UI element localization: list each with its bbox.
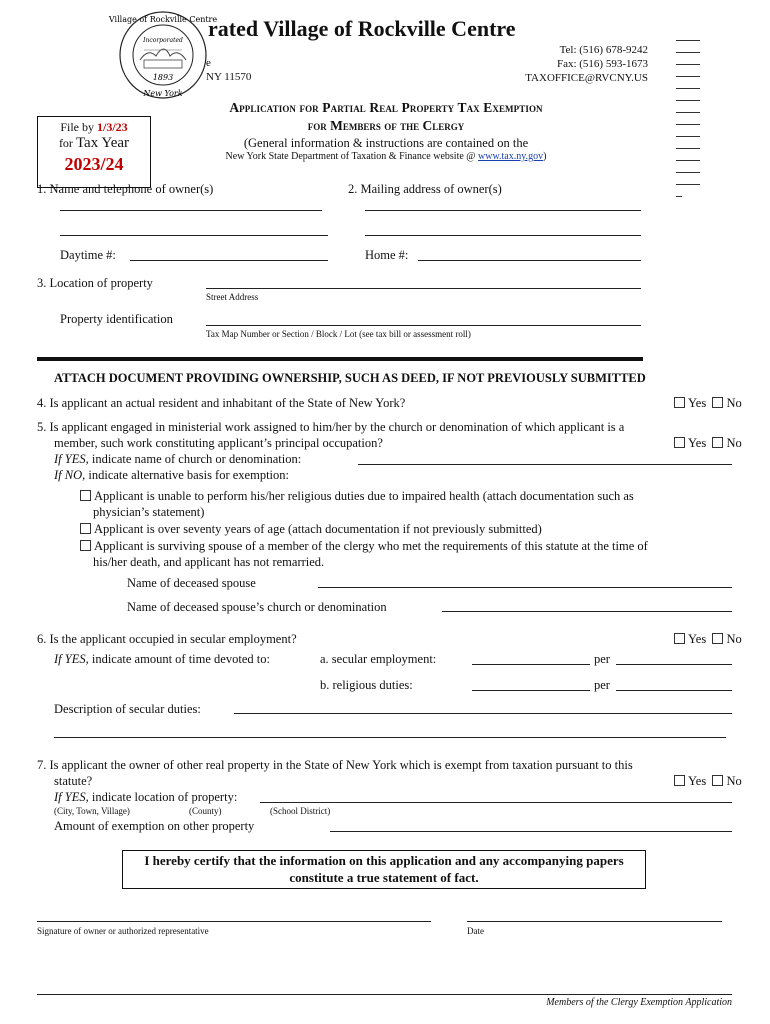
per-label-b: per [594,678,610,692]
deceased-church-label: Name of deceased spouse’s church or denomination [127,600,387,614]
school-caption: (School District) [270,806,331,816]
dept-text: New York State Department of Taxation & Finance website @ [225,151,478,162]
amount-field[interactable] [330,831,732,832]
file-by-box [37,116,151,188]
q1-label: 1. Name and telephone of owner(s) [37,182,214,196]
for-label: for [58,136,76,150]
header-address-2: NY 11570 [206,71,252,83]
mailing-address-line-2[interactable] [365,235,641,236]
q7-yes-checkbox[interactable] [674,775,685,786]
q6-yes-checkbox[interactable] [674,633,685,644]
application-title-line-1: Application for Partial Real Property Tax Exemption [229,100,543,115]
no-label: No [726,436,742,450]
religious-per-field[interactable] [616,690,732,691]
secular-time-field[interactable] [472,664,590,665]
footer-text: Members of the Clergy Exemption Application [546,997,732,1008]
street-address-caption: Street Address [206,292,259,302]
option-surviving-spouse [80,539,648,554]
property-id-label: Property identification [60,312,173,326]
impaired-health-checkbox[interactable] [80,490,91,501]
q5-yes-checkbox[interactable] [674,437,685,448]
tax-year-value: 2023/24 [64,154,124,174]
attach-notice: ATTACH DOCUMENT PROVIDING OWNERSHIP, SUCH AS DEED, IF NOT PREVIOUSLY SUBMITTED [54,371,646,385]
if-yes-text: indicate location of property: [88,790,238,804]
q7-line-2: statute? [54,774,93,788]
q6-label: 6. Is the applicant occupied in secular employment? [37,632,297,646]
seal-year: 1893 [152,73,174,82]
yes-label: Yes [688,396,707,410]
no-label: No [726,632,742,646]
seal-bottom-text: New York [143,89,183,98]
option-1-text: Applicant is unable to perform his/her religious duties due to impaired health (attach documentation such as [94,489,634,503]
q5-line-2: member, such work constituting applicant’s principal occupation? [54,436,383,450]
street-address-field[interactable] [206,288,641,289]
no-label: No [726,774,742,788]
amount-label: Amount of exemption on other property [54,819,255,833]
header-title: rated Village of Rockville Centre [208,16,516,41]
footer-rule [37,994,732,995]
header-address-1: e [206,57,211,69]
q7-options [674,774,742,789]
q5-if-no [54,468,289,483]
deceased-name-field[interactable] [318,587,732,588]
if-yes-label: If YES, [54,652,89,666]
q5-no-checkbox[interactable] [712,437,723,448]
file-by-label: File by [60,120,97,134]
option-1-continued: physician’s statement) [93,505,205,519]
yes-label: Yes [688,632,707,646]
q5-if-yes [54,452,301,467]
yes-label: Yes [688,774,707,788]
header-tel: Tel: (516) 678-9242 [559,44,648,56]
q2-label: 2. Mailing address of owner(s) [348,182,502,196]
section-divider [37,357,643,361]
religious-time-field[interactable] [472,690,590,691]
if-yes-text: indicate amount of time devoted to: [88,652,270,666]
option-3-text: Applicant is surviving spouse of a member of the clergy who met the requirements of this statute at the time of [94,539,648,553]
per-label-a: per [594,652,610,666]
q3-label: 3. Location of property [37,276,153,290]
q7-no-checkbox[interactable] [712,775,723,786]
village-seal [108,10,218,100]
home-label: Home #: [365,248,409,262]
option-2-text: Applicant is over seventy years of age (attach documentation if not previously submitted) [94,522,542,536]
yes-label: Yes [688,436,707,450]
q6-no-checkbox[interactable] [712,633,723,644]
dept-close: ) [543,151,547,162]
if-yes-text: indicate name of church or denomination: [88,452,302,466]
certification-box [122,850,646,889]
q6-options [674,632,742,647]
tax-website-link[interactable]: www.tax.ny.gov [478,151,544,162]
option-over-seventy [80,522,542,537]
deceased-church-field[interactable] [442,611,732,612]
certify-line-2: constitute a true statement of fact. [289,870,479,885]
header-fax: Fax: (516) 593-1673 [556,58,648,70]
certify-line-1: I hereby certify that the information on this application and any accompanying papers [144,853,624,868]
secular-per-field[interactable] [616,664,732,665]
daytime-phone-field[interactable] [130,260,328,261]
q7-if-yes [54,790,237,805]
surviving-spouse-checkbox[interactable] [80,540,91,551]
q4-yes-checkbox[interactable] [674,397,685,408]
if-yes-label: If YES, [54,790,89,804]
tax-map-field[interactable] [206,325,641,326]
dept-note [186,151,586,162]
daytime-label: Daytime #: [60,248,116,262]
secular-employment-label: a. secular employment: [320,652,437,666]
mailing-address-line-1[interactable] [365,210,641,211]
seal-middle-text: Incorporated [143,37,183,44]
application-title-line-2: for Members of the Clergy [307,118,465,133]
over-seventy-checkbox[interactable] [80,523,91,534]
other-property-location-field[interactable] [260,802,732,803]
secular-duties-label: Description of secular duties: [54,702,201,716]
if-no-text: indicate alternative basis for exemption: [85,468,289,482]
q7-line-1: 7. Is applicant the owner of other real property in the State of New York which is exempt from taxation pursuant to this [37,758,633,772]
religious-duties-label: b. religious duties: [320,678,413,692]
deceased-name-label: Name of deceased spouse [127,576,256,590]
q6-if-yes [54,652,270,667]
signature-caption: Signature of owner or authorized representative [37,926,209,936]
option-3-continued: his/her death, and applicant has not remarried. [93,555,325,569]
header-email: TAXOFFICE@RVCNY.US [525,72,648,84]
seal-top-text: Village of Rockville Centre [108,15,218,24]
no-label: No [726,396,742,410]
q4-no-checkbox[interactable] [712,397,723,408]
q4-label: 4. Is applicant an actual resident and inhabitant of the State of New York? [37,396,406,410]
general-info-note: (General information & instructions are contained on the [243,136,529,150]
q5-line-1: 5. Is applicant engaged in ministerial work assigned to him/her by the church or denomination of which applicant is a [37,420,625,434]
secular-duties-field-1[interactable] [234,713,732,714]
if-yes-label: If YES, [54,452,89,466]
file-by-date: 1/3/23 [97,120,128,134]
q4-options [674,396,742,411]
q5-options [674,436,742,451]
option-impaired-health [80,489,634,504]
church-name-field[interactable] [358,464,732,465]
city-caption: (City, Town, Village) [54,806,130,816]
if-no-label: If NO, [54,468,86,482]
date-field[interactable] [467,921,722,922]
owner-name-line-1[interactable] [60,210,322,211]
tax-year-label: Tax Year [75,135,130,151]
signature-field[interactable] [37,921,431,922]
tax-map-caption: Tax Map Number or Section / Block / Lot (see tax bill or assessment roll) [206,329,471,339]
secular-duties-field-2[interactable] [54,737,726,738]
home-phone-field[interactable] [418,260,641,261]
date-caption: Date [467,926,484,936]
county-caption: (County) [189,806,222,816]
owner-name-line-2[interactable] [60,235,328,236]
